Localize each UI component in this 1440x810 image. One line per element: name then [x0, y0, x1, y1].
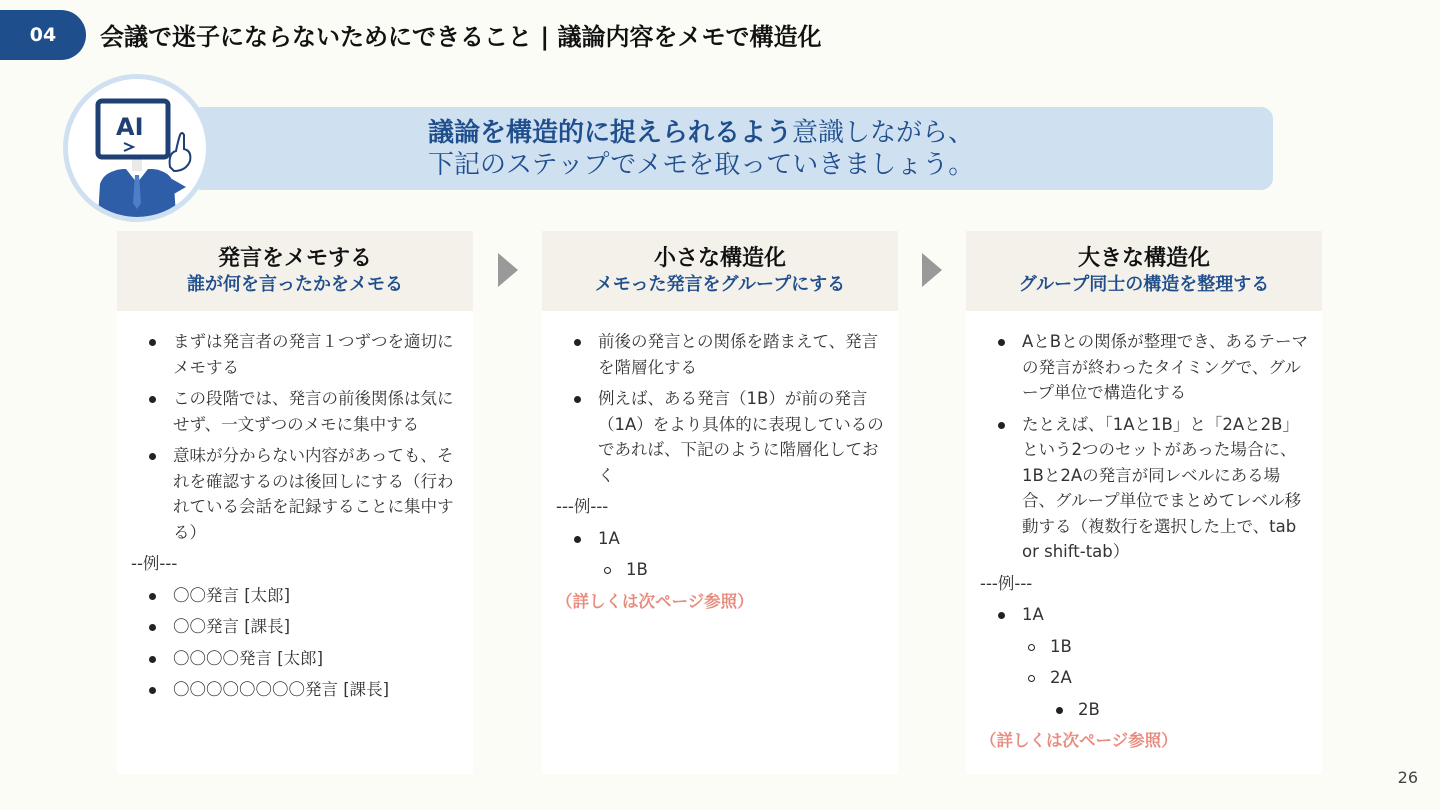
example-label: ---例--- — [980, 573, 1033, 593]
list-item: 前後の発言との関係を踏まえて、発言を階層化する — [598, 329, 884, 380]
section-number-badge: 04 — [0, 10, 86, 60]
banner-line2: 下記のステップでメモを取っていきましょう。 — [428, 150, 975, 180]
card-title: 小さな構造化 — [653, 246, 786, 271]
banner-text — [428, 117, 974, 181]
list-item: たとえば、「1Aと1B」と「2Aと2B」という2つのセットがあった場合に、1Bと2Aの発言が同レベルにある場合、グループ単位でまとめてレベル移動する（複数行を選択した上で、tab or shift-tab） — [1022, 412, 1308, 565]
see-next-page-note: （詳しくは次ページ参照） — [980, 731, 1178, 750]
page-number: 26 — [1397, 768, 1418, 787]
example-item: 1B — [980, 634, 1308, 660]
card-header — [542, 231, 898, 311]
card-header — [117, 231, 473, 311]
see-next-page-note: （詳しくは次ページ参照） — [556, 591, 754, 611]
step-arrow-icon — [922, 253, 942, 287]
example-item: 〇〇発言 [課長] — [131, 614, 459, 640]
bullet-list — [131, 329, 459, 545]
list-item: この段階では、発言の前後関係は気にせず、一文ずつのメモに集中する — [173, 386, 459, 437]
list-item: 例えば、ある発言（1B）が前の発言（1A）をより具体的に表現しているのであれば、下記のように階層化しておく — [598, 386, 884, 488]
card-title: 発言をメモする — [217, 246, 372, 271]
example-item: 1B — [556, 557, 884, 583]
step-arrow-icon — [498, 253, 518, 287]
example-item: 〇〇発言 [太郎] — [131, 583, 459, 609]
page-title: 会議で迷子にならないためにできること | 議論内容をメモで構造化 — [100, 23, 822, 51]
bullet-list — [556, 329, 884, 488]
card-subtitle: グループ同士の構造を整理する — [1018, 274, 1270, 295]
card-subtitle: メモった発言をグループにする — [594, 274, 846, 295]
list-item: AとBとの関係が整理でき、あるテーマの発言が終わったタイミングで、グループ単位で構造化する — [1022, 329, 1308, 406]
example-item: 1A — [980, 602, 1308, 628]
card-title: 大きな構造化 — [1077, 246, 1210, 271]
intro-banner — [190, 107, 1273, 190]
step-card-1 — [117, 231, 473, 774]
example-item: 〇〇〇〇発言 [太郎] — [131, 646, 459, 672]
banner-line1-bold: 議論を構造的に捉えられるよう — [428, 118, 793, 148]
list-item: まずは発言者の発言１つずつを適切にメモする — [173, 329, 459, 380]
example-label: --例--- — [131, 554, 178, 573]
bullet-list — [980, 329, 1308, 565]
card-body — [542, 311, 898, 614]
card-subtitle: 誰が何を言ったかをメモる — [187, 274, 403, 295]
step-card-3 — [966, 231, 1322, 774]
example-item: 2A — [980, 665, 1308, 691]
card-body — [966, 311, 1322, 754]
card-header — [966, 231, 1322, 311]
ai-businessman-icon — [68, 79, 206, 217]
banner-line1-rest: 意識しながら、 — [792, 118, 975, 148]
example-item: 〇〇〇〇〇〇〇〇発言 [課長] — [131, 677, 459, 703]
step-card-2 — [542, 231, 898, 774]
avatar — [63, 74, 211, 222]
card-body — [117, 311, 473, 703]
avatar-screen-text: AI — [116, 113, 144, 141]
example-item: 1A — [556, 526, 884, 552]
example-item: 2B — [980, 697, 1308, 723]
example-label: ---例--- — [556, 497, 609, 516]
list-item: 意味が分からない内容があっても、それを確認するのは後回しにする（行われている会話を記録することに集中する） — [173, 443, 459, 545]
